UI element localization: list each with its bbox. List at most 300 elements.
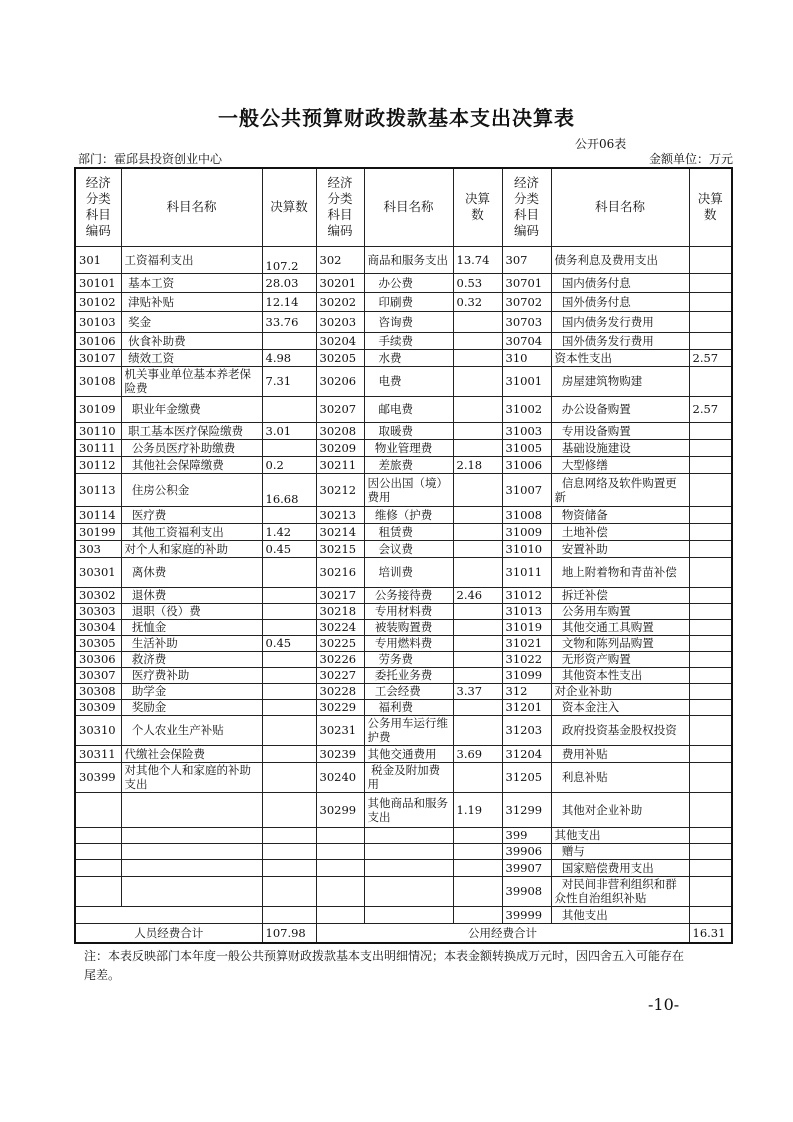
code-cell: 31006 (502, 456, 551, 473)
code-cell: 30228 (316, 683, 364, 699)
code-cell: 30702 (502, 292, 551, 311)
amount-cell (453, 349, 502, 366)
table-code: 公开06表 (575, 137, 627, 151)
amount-cell (689, 603, 732, 619)
amount-cell (453, 523, 502, 540)
code-cell: 30229 (316, 699, 364, 715)
amount-cell (453, 540, 502, 557)
amount-cell (689, 557, 732, 587)
code-cell: 30202 (316, 292, 364, 311)
amount-cell (453, 422, 502, 439)
code-cell: 30107 (75, 349, 121, 366)
amount-cell (689, 456, 732, 473)
amount-cell (262, 667, 316, 683)
code-cell: 31205 (502, 762, 551, 792)
code-cell: 30225 (316, 635, 364, 651)
name-cell: 国外债务发行费用 (551, 332, 689, 349)
name-cell: 文物和陈列品购置 (551, 635, 689, 651)
code-cell: 31013 (502, 603, 551, 619)
amount-cell (453, 876, 502, 906)
code-cell: 30108 (75, 366, 121, 396)
amount-cell: 0.45 (262, 635, 316, 651)
amount-cell: 1.42 (262, 523, 316, 540)
name-cell: 大型修缮 (551, 456, 689, 473)
table-row (75, 349, 732, 366)
amount-cell (453, 827, 502, 843)
amount-cell (689, 523, 732, 540)
code-cell: 301 (75, 246, 121, 273)
amount-cell (453, 396, 502, 422)
amount-cell (689, 906, 732, 923)
amount-cell: 16.68 (262, 473, 316, 506)
amount-cell: 33.76 (262, 311, 316, 332)
name-cell: 伙食补助费 (121, 332, 262, 349)
amount-cell: 12.14 (262, 292, 316, 311)
column-header: 科目名称 (551, 168, 689, 246)
name-cell: 费用补贴 (551, 745, 689, 762)
code-cell: 30218 (316, 603, 364, 619)
table-row (75, 366, 732, 396)
amount-cell: 13.74 (453, 246, 502, 273)
code-cell: 31003 (502, 422, 551, 439)
amount-cell (453, 843, 502, 859)
amount-cell (453, 506, 502, 523)
code-cell: 30301 (75, 557, 121, 587)
name-cell (364, 859, 453, 876)
name-cell: 其他支出 (551, 906, 689, 923)
code-cell: 30214 (316, 523, 364, 540)
amount-cell (453, 603, 502, 619)
name-cell: 利息补贴 (551, 762, 689, 792)
amount-cell: 107.2 (262, 246, 316, 273)
amount-cell (262, 332, 316, 349)
amount-cell: 3.69 (453, 745, 502, 762)
name-cell (121, 827, 262, 843)
amount-cell (262, 859, 316, 876)
amount-cell: 3.37 (453, 683, 502, 699)
code-cell: 31021 (502, 635, 551, 651)
name-cell: 国外债务付息 (551, 292, 689, 311)
amount-cell (262, 603, 316, 619)
column-header: 决算 数 (453, 168, 502, 246)
amount-cell (262, 827, 316, 843)
totals-row (75, 923, 732, 943)
amount-cell (453, 635, 502, 651)
column-header: 经济 分类 科目 编码 (502, 168, 551, 246)
code-cell (75, 859, 121, 876)
name-cell: 对企业补助 (551, 683, 689, 699)
amount-cell (689, 745, 732, 762)
amount-cell (453, 619, 502, 635)
name-cell: 基本工资 (121, 273, 262, 292)
code-cell: 39999 (502, 906, 551, 923)
amount-cell (453, 651, 502, 667)
name-cell: 会议费 (364, 540, 453, 557)
table-row (75, 745, 732, 762)
column-header: 科目名称 (364, 168, 453, 246)
code-cell: 30112 (75, 456, 121, 473)
code-cell: 30211 (316, 456, 364, 473)
amount-cell (689, 792, 732, 827)
name-cell: 印刷费 (364, 292, 453, 311)
code-cell (75, 792, 121, 827)
code-cell: 30217 (316, 587, 364, 603)
amount-cell: 1.19 (453, 792, 502, 827)
name-cell: 国家赔偿费用支出 (551, 859, 689, 876)
name-cell: 物资储备 (551, 506, 689, 523)
name-cell: 职业年金缴费 (121, 396, 262, 422)
name-cell: 租赁费 (364, 523, 453, 540)
amount-cell (262, 557, 316, 587)
amount-cell (689, 311, 732, 332)
table-row (75, 439, 732, 456)
name-cell: 债务利息及费用支出 (551, 246, 689, 273)
name-cell: 其他资本性支出 (551, 667, 689, 683)
code-cell: 31299 (502, 792, 551, 827)
amount-cell (689, 439, 732, 456)
code-cell: 30212 (316, 473, 364, 506)
code-cell: 31204 (502, 745, 551, 762)
code-cell (316, 843, 364, 859)
code-cell: 302 (316, 246, 364, 273)
column-header: 决算 数 (689, 168, 732, 246)
name-cell: 水费 (364, 349, 453, 366)
code-cell: 31009 (502, 523, 551, 540)
name-cell: 对民间非营利组织和群众性自治组织补贴 (551, 876, 689, 906)
amount-cell: 0.32 (453, 292, 502, 311)
name-cell: 医疗费 (121, 506, 262, 523)
amount-cell (689, 876, 732, 906)
name-cell: 对其他个人和家庭的补助支出 (121, 762, 262, 792)
amount-cell (689, 540, 732, 557)
table-row (75, 906, 732, 923)
code-cell: 30110 (75, 422, 121, 439)
code-cell: 30207 (316, 396, 364, 422)
table-row (75, 422, 732, 439)
code-cell (75, 827, 121, 843)
amount-cell (453, 332, 502, 349)
code-cell: 30703 (502, 311, 551, 332)
code-cell: 30310 (75, 715, 121, 745)
amount-cell (453, 439, 502, 456)
amount-cell (689, 619, 732, 635)
amount-cell (689, 859, 732, 876)
name-cell: 工会经费 (364, 683, 453, 699)
amount-cell (689, 246, 732, 273)
name-cell: 无形资产购置 (551, 651, 689, 667)
amount-cell (262, 506, 316, 523)
amount-cell (453, 859, 502, 876)
amount-cell (689, 683, 732, 699)
name-cell: 赠与 (551, 843, 689, 859)
name-cell: 房屋建筑物购建 (551, 366, 689, 396)
amount-cell (689, 332, 732, 349)
code-cell: 30303 (75, 603, 121, 619)
name-cell: 专用设备购置 (551, 422, 689, 439)
name-cell: 福利费 (364, 699, 453, 715)
code-cell: 30309 (75, 699, 121, 715)
name-cell: 其他社会保障缴费 (121, 456, 262, 473)
name-cell: 其他商品和服务支出 (364, 792, 453, 827)
code-cell: 30213 (316, 506, 364, 523)
name-cell (121, 859, 262, 876)
name-cell: 政府投资基金股权投资 (551, 715, 689, 745)
code-cell: 39907 (502, 859, 551, 876)
name-cell: 奖励金 (121, 699, 262, 715)
code-cell: 30204 (316, 332, 364, 349)
code-cell: 30239 (316, 745, 364, 762)
amount-cell (453, 762, 502, 792)
code-cell: 30109 (75, 396, 121, 422)
table-row (75, 699, 732, 715)
amount-cell (689, 651, 732, 667)
name-cell: 住房公积金 (121, 473, 262, 506)
table-row (75, 540, 732, 557)
code-cell: 30216 (316, 557, 364, 587)
code-cell: 31019 (502, 619, 551, 635)
table-row (75, 635, 732, 651)
amount-cell: 3.01 (262, 422, 316, 439)
name-cell: 对个人和家庭的补助 (121, 540, 262, 557)
code-cell: 30308 (75, 683, 121, 699)
amount-cell: 2.57 (689, 396, 732, 422)
amount-cell (689, 366, 732, 396)
amount-cell (689, 843, 732, 859)
code-cell (75, 906, 262, 923)
name-cell: 商品和服务支出 (364, 246, 453, 273)
name-cell: 维修（护费 (364, 506, 453, 523)
name-cell: 医疗费补助 (121, 667, 262, 683)
name-cell (121, 876, 262, 906)
code-cell: 30704 (502, 332, 551, 349)
amount-cell (689, 699, 732, 715)
code-cell: 30226 (316, 651, 364, 667)
name-cell: 国内债务付息 (551, 273, 689, 292)
amount-cell (453, 715, 502, 745)
column-header: 科目名称 (121, 168, 262, 246)
name-cell: 津贴补贴 (121, 292, 262, 311)
name-cell: 绩效工资 (121, 349, 262, 366)
amount-cell (689, 715, 732, 745)
table-row (75, 827, 732, 843)
table-row (75, 557, 732, 587)
name-cell: 救济费 (121, 651, 262, 667)
code-cell (316, 906, 364, 923)
amount-cell: 0.53 (453, 273, 502, 292)
name-cell (364, 827, 453, 843)
amount-cell (689, 273, 732, 292)
amount-cell (262, 683, 316, 699)
table-row (75, 273, 732, 292)
amount-cell (262, 439, 316, 456)
code-cell: 30227 (316, 667, 364, 683)
amount-cell (262, 762, 316, 792)
code-cell: 30304 (75, 619, 121, 635)
table-row (75, 587, 732, 603)
code-cell: 39908 (502, 876, 551, 906)
table-row (75, 456, 732, 473)
code-cell: 30106 (75, 332, 121, 349)
code-cell: 31201 (502, 699, 551, 715)
code-cell: 30205 (316, 349, 364, 366)
name-cell: 劳务费 (364, 651, 453, 667)
table-row (75, 603, 732, 619)
amount-cell (453, 906, 502, 923)
amount-cell (689, 292, 732, 311)
table-row (75, 843, 732, 859)
name-cell: 地上附着物和青苗补偿 (551, 557, 689, 587)
table-row (75, 619, 732, 635)
name-cell: 培训费 (364, 557, 453, 587)
amount-cell: 2.46 (453, 587, 502, 603)
page-number: -10- (648, 995, 680, 1014)
name-cell: 职工基本医疗保险缴费 (121, 422, 262, 439)
table-row (75, 683, 732, 699)
amount-cell (689, 506, 732, 523)
amount-cell (262, 651, 316, 667)
name-cell: 助学金 (121, 683, 262, 699)
name-cell (121, 843, 262, 859)
name-cell: 其他工资福利支出 (121, 523, 262, 540)
amount-cell (453, 473, 502, 506)
amount-cell: 0.45 (262, 540, 316, 557)
name-cell: 公务用车购置 (551, 603, 689, 619)
name-cell: 资本金注入 (551, 699, 689, 715)
amount-cell (689, 587, 732, 603)
table-row (75, 473, 732, 506)
code-cell (316, 859, 364, 876)
column-header: 经济 分类 科目 编码 (316, 168, 364, 246)
amount-cell (262, 906, 316, 923)
code-cell: 30102 (75, 292, 121, 311)
amount-cell (262, 745, 316, 762)
name-cell: 其他支出 (551, 827, 689, 843)
amount-cell: 28.03 (262, 273, 316, 292)
code-cell: 30299 (316, 792, 364, 827)
amount-cell: 0.2 (262, 456, 316, 473)
name-cell: 公务接待费 (364, 587, 453, 603)
code-cell: 31012 (502, 587, 551, 603)
name-cell: 其他交通工具购置 (551, 619, 689, 635)
name-cell: 物业管理费 (364, 439, 453, 456)
code-cell: 31005 (502, 439, 551, 456)
name-cell (364, 906, 453, 923)
name-cell: 取暖费 (364, 422, 453, 439)
table-row (75, 332, 732, 349)
code-cell: 307 (502, 246, 551, 273)
name-cell (364, 876, 453, 906)
name-cell: 因公出国（境）费用 (364, 473, 453, 506)
public-total-value: 16.31 (689, 923, 732, 943)
table-row (75, 523, 732, 540)
code-cell: 31007 (502, 473, 551, 506)
amount-cell (262, 699, 316, 715)
table-row (75, 792, 732, 827)
table-row (75, 311, 732, 332)
amount-cell (262, 843, 316, 859)
name-cell: 个人农业生产补贴 (121, 715, 262, 745)
name-cell: 生活补助 (121, 635, 262, 651)
column-header: 决算数 (262, 168, 316, 246)
amount-cell (689, 473, 732, 506)
amount-cell (689, 635, 732, 651)
name-cell: 安置补助 (551, 540, 689, 557)
code-cell: 31008 (502, 506, 551, 523)
code-cell: 31002 (502, 396, 551, 422)
code-cell (316, 827, 364, 843)
name-cell: 信息网络及软件购置更新 (551, 473, 689, 506)
column-header: 经济 分类 科目 编码 (75, 168, 121, 246)
name-cell: 咨询费 (364, 311, 453, 332)
name-cell: 手续费 (364, 332, 453, 349)
name-cell: 退职（役）费 (121, 603, 262, 619)
name-cell: 代缴社会保险费 (121, 745, 262, 762)
code-cell: 30203 (316, 311, 364, 332)
name-cell: 办公设备购置 (551, 396, 689, 422)
public-total-label: 公用经费合计 (316, 923, 689, 943)
name-cell: 电费 (364, 366, 453, 396)
table-row (75, 762, 732, 792)
table-row (75, 292, 732, 311)
amount-cell (262, 396, 316, 422)
amount-cell (453, 699, 502, 715)
amount-cell (689, 762, 732, 792)
amount-cell (453, 366, 502, 396)
code-cell: 312 (502, 683, 551, 699)
table-row (75, 506, 732, 523)
code-cell: 31099 (502, 667, 551, 683)
name-cell: 奖金 (121, 311, 262, 332)
amount-cell (689, 422, 732, 439)
name-cell: 被装购置费 (364, 619, 453, 635)
name-cell: 其他交通费用 (364, 745, 453, 762)
amount-cell (689, 667, 732, 683)
code-cell: 30307 (75, 667, 121, 683)
name-cell: 专用材料费 (364, 603, 453, 619)
page-title: 一般公共预算财政拨款基本支出决算表 (218, 106, 575, 130)
code-cell: 31022 (502, 651, 551, 667)
name-cell: 国内债务发行费用 (551, 311, 689, 332)
code-cell: 30215 (316, 540, 364, 557)
amount-cell: 7.31 (262, 366, 316, 396)
amount-cell (453, 557, 502, 587)
table-row (75, 876, 732, 906)
code-cell: 30209 (316, 439, 364, 456)
table-row (75, 667, 732, 683)
code-cell: 30399 (75, 762, 121, 792)
name-cell: 退休费 (121, 587, 262, 603)
amount-cell: 4.98 (262, 349, 316, 366)
code-cell: 30311 (75, 745, 121, 762)
code-cell: 310 (502, 349, 551, 366)
code-cell: 30224 (316, 619, 364, 635)
name-cell (121, 792, 262, 827)
code-cell: 30114 (75, 506, 121, 523)
table-row (75, 859, 732, 876)
department-label: 部门：霍邱县投资创业中心 (78, 152, 223, 166)
name-cell: 机关事业单位基本养老保险费 (121, 366, 262, 396)
code-cell: 31001 (502, 366, 551, 396)
code-cell: 303 (75, 540, 121, 557)
name-cell: 办公费 (364, 273, 453, 292)
name-cell: 工资福利支出 (121, 246, 262, 273)
footnote: 注：本表反映部门本年度一般公共预算财政拨款基本支出明细情况；本表金额转换成万元时，因四舍五入可能存在尾差。 (84, 949, 685, 982)
code-cell: 30231 (316, 715, 364, 745)
name-cell: 邮电费 (364, 396, 453, 422)
code-cell (75, 843, 121, 859)
amount-cell (689, 827, 732, 843)
code-cell: 30302 (75, 587, 121, 603)
